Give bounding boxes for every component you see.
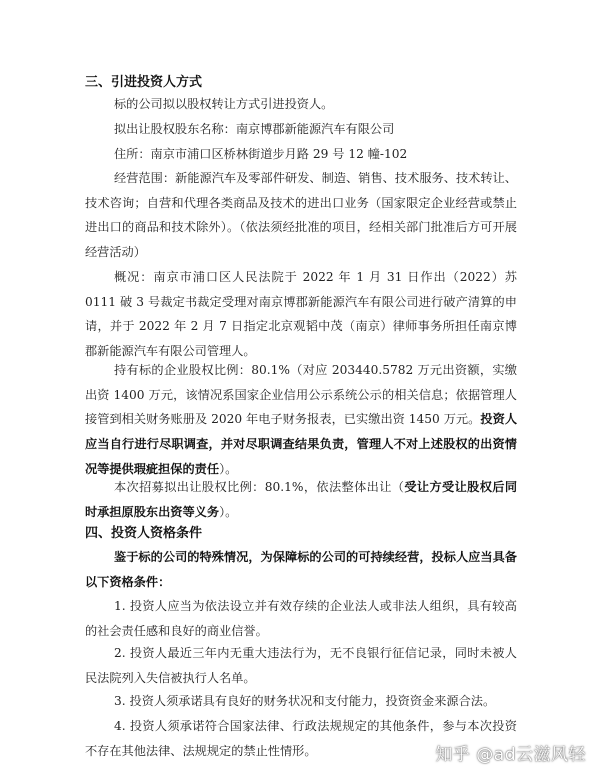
transfer-ratio-text: 本次招募拟出让股权比例：80.1%，依法整体出让（ <box>114 480 405 494</box>
paragraph-shareholder-name: 拟出让股权股东名称：南京博郡新能源汽车有限公司 <box>114 122 395 136</box>
qualification-item-3: 3. 投资人须承诺具有良好的财务状况和支付能力，投资资金来源合法。 <box>114 694 496 708</box>
qualification-item-4: 4. 投资人须承诺符合国家法律、行政法规规定的其他条件，参与本次投资不存在其他法律、法规规定的禁止性情形。 <box>85 719 517 758</box>
section-3-heading: 三、引进投资人方式 <box>85 75 203 90</box>
qualification-item-2: 2. 投资人最近三年内无重大违法行为，无不良银行征信记录，同时未被人民法院列入失信被执行人名单。 <box>85 646 517 685</box>
paragraph-transfer-ratio <box>85 475 517 524</box>
paragraph-address: 住所：南京市浦口区桥林街道步月路 29 号 12 幢-102 <box>114 147 408 161</box>
transferee-obligation-notice: 受让方受让股权后同时承担原股东出资等义务 <box>85 480 518 519</box>
paragraph-overview: 概况：南京市浦口区人民法院于 2022 年 1 月 31 日作出（2022）苏 0111 破 3 号裁定书裁定受理对南京博郡新能源汽车有限公司进行破产清算的申请，并于 2022 年 2 月 7 日指定北京观韬中茂（南京）律师事务所担任南京博郡新能源汽车有限公司管理人。 <box>85 270 517 359</box>
paragraph-equity-ratio <box>85 358 517 482</box>
equity-ratio-end: ）。 <box>219 461 238 476</box>
qualification-item-1: 1. 投资人应当为依法设立并有效存续的企业法人或非法人组织，具有较高的社会责任感和良好的商业信誉。 <box>85 599 517 638</box>
paragraph-transfer-method: 标的公司拟以股权转让方式引进投资人。 <box>114 97 334 111</box>
qualification-intro: 鉴于标的公司的特殊情况，为保障标的公司的可持续经营，投标人应当具备以下资格条件： <box>85 550 517 589</box>
zhihu-watermark: 知乎 @ad云滋风轻 <box>435 745 586 765</box>
section-4-heading: 四、投资人资格条件 <box>85 526 203 541</box>
equity-ratio-text: 持有标的企业股权比例：80.1%（对应 203440.5782 万元出资额，实缴出资 1400 万元，该情况系国家企业信用公示系统公示的相关信息；依据管理人接管到相关财务账册及 2020 年电子财务报表，已实缴出资 1450 万元。 <box>85 363 517 427</box>
paragraph-business-scope: 经营范围：新能源汽车及零部件研发、制造、销售、技术服务、技术转让、技术咨询；自营和代理各类商品及技术的进出口业务（国家限定企业经营或禁止进出口的商品和技术除外）。（依法须经批准的项目，经相关部门批准后方可开展经营活动） <box>85 171 517 260</box>
due-diligence-notice: 投资人应当自行进行尽职调查，并对尽职调查结果负责，管理人不对上述股权的出资情况等提供瑕疵担保的责任 <box>85 412 518 476</box>
transfer-ratio-end: ）。 <box>219 504 238 519</box>
